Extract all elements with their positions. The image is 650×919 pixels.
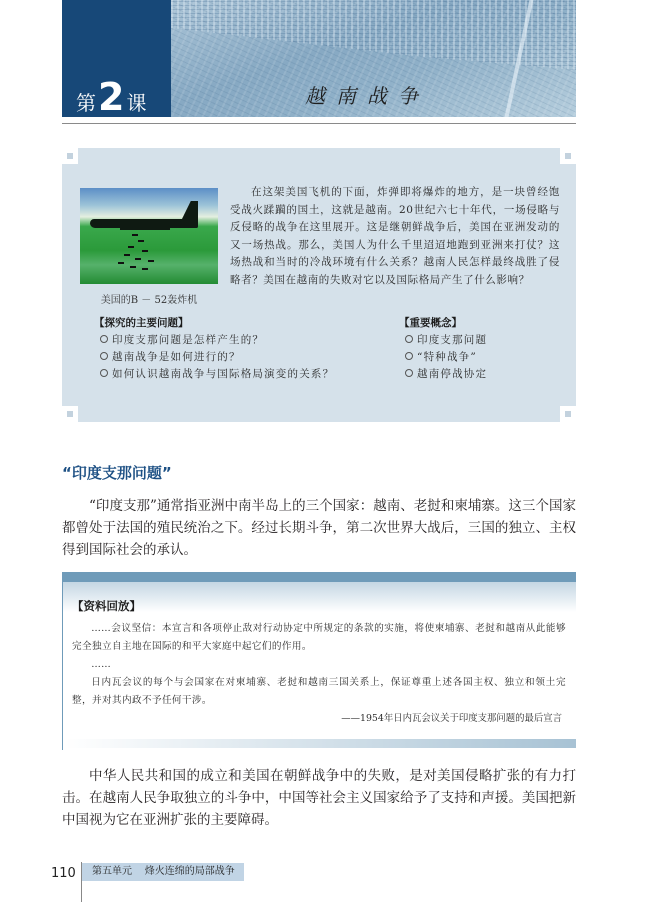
box-top-bar bbox=[62, 572, 576, 582]
bomb-icon bbox=[118, 262, 124, 264]
lesson-title: 越南战争 bbox=[305, 84, 429, 108]
key-concepts bbox=[399, 315, 488, 383]
city-texture bbox=[171, 0, 576, 70]
plane-wing bbox=[120, 226, 170, 230]
plane-tail bbox=[180, 201, 198, 223]
section-title: “印度支那问题” bbox=[62, 464, 172, 482]
questions-heading: 【探究的主要问题】 bbox=[94, 317, 189, 329]
bomb-icon bbox=[132, 234, 138, 236]
lesson-label bbox=[76, 75, 147, 119]
question-item: 印度支那问题是怎样产生的？ bbox=[100, 332, 334, 349]
bomb-icon bbox=[124, 254, 130, 256]
bomb-icon bbox=[148, 260, 154, 262]
b52-bomber-photo bbox=[80, 188, 218, 284]
circle-bullet-icon bbox=[405, 352, 413, 360]
concept-item: 印度支那问题 bbox=[405, 332, 487, 349]
question-item: 如何认识越南战争与国际格局演变的关系？ bbox=[100, 366, 334, 383]
body-paragraph: “印度支那”通常指亚洲中南半岛上的三个国家：越南、老挝和柬埔寨。这三个国家都曾处于法国的殖民统治之下。经过长期斗争，第二次世界大战后，三国的独立、主权得到国际社会的承认。 bbox=[62, 498, 576, 558]
circle-bullet-icon bbox=[100, 369, 108, 377]
key-questions bbox=[94, 315, 335, 383]
material-ellipsis: …… bbox=[91, 659, 112, 670]
lesson-prefix: 第 bbox=[76, 91, 96, 115]
concept-item: 越南停战协定 bbox=[405, 366, 487, 383]
material-quote: 日内瓦会议的每个与会国家在对柬埔寨、老挝和越南三国关系上，保证尊重上述各国主权、独立和领土完整，并对其内政不予任何干涉。 bbox=[72, 677, 566, 706]
banner-city-photo bbox=[171, 0, 576, 117]
body-paragraph: 中华人民共和国的成立和美国在朝鲜战争中的失败，是对美国侵略扩张的有力打击。在越南人民争取独立的斗争中，中国等社会主义国家给予了支持和声援。美国把新中国视为它在亚洲扩张的主要障碍。 bbox=[62, 768, 576, 828]
circle-bullet-icon bbox=[405, 369, 413, 377]
header-divider bbox=[62, 123, 576, 124]
circle-bullet-icon bbox=[100, 335, 108, 343]
material-heading: 【资料回放】 bbox=[72, 599, 141, 613]
material-quote: ……会议坚信：本宣言和各项停止敌对行动协定中所规定的条款的实施，将使柬埔寨、老挝和越南从此能够完全独立自主地在国际的和平大家庭中起它们的作用。 bbox=[72, 623, 566, 652]
page-number: 110 bbox=[51, 866, 76, 881]
material-source: ——1954年日内瓦会议关于印度支那问题的最后宣言 bbox=[341, 713, 562, 724]
bomb-icon bbox=[142, 250, 148, 252]
corner-square-icon bbox=[560, 406, 576, 422]
corner-square-icon bbox=[62, 148, 78, 164]
box-left-border bbox=[62, 582, 63, 750]
corner-square-icon bbox=[560, 148, 576, 164]
lesson-suffix: 课 bbox=[126, 91, 147, 115]
bomb-icon bbox=[138, 240, 144, 242]
bomb-icon bbox=[135, 258, 141, 260]
bomb-icon bbox=[128, 246, 134, 248]
concepts-heading: 【重要概念】 bbox=[399, 317, 462, 329]
circle-bullet-icon bbox=[405, 335, 413, 343]
unit-label: 第五单元 烽火连绵的局部战争 bbox=[82, 863, 244, 881]
bomb-icon bbox=[142, 268, 148, 270]
circle-bullet-icon bbox=[100, 352, 108, 360]
photo-caption: 美国的B － 52轰炸机 bbox=[100, 295, 198, 306]
question-item: 越南战争是如何进行的？ bbox=[100, 349, 334, 366]
lesson-number: 2 bbox=[98, 75, 125, 119]
concept-item: “特种战争” bbox=[405, 349, 487, 366]
corner-square-icon bbox=[62, 406, 78, 422]
intro-text: 在这架美国飞机的下面，炸弹即将爆炸的地方，是一块曾经饱受战火蹂躏的国土，这就是越南。20世纪六七十年代，一场侵略与反侵略的战争在这里展开。这是继朝鲜战争后，美国在亚洲发动的又一场热战。那么，美国人为什么千里迢迢地跑到亚洲来打仗？这场热战和当时的冷战环境有什么关系？越南人民怎样最终战胜了侵略者？美国在越南的失败对它以及国际格局产生了什么影响？ bbox=[230, 186, 560, 286]
lesson-number-block bbox=[62, 0, 171, 117]
lesson-banner bbox=[62, 0, 576, 117]
material-review-box bbox=[62, 572, 576, 750]
intro-panel bbox=[62, 148, 576, 422]
bomb-icon bbox=[130, 266, 136, 268]
box-bottom-bar bbox=[65, 739, 576, 748]
